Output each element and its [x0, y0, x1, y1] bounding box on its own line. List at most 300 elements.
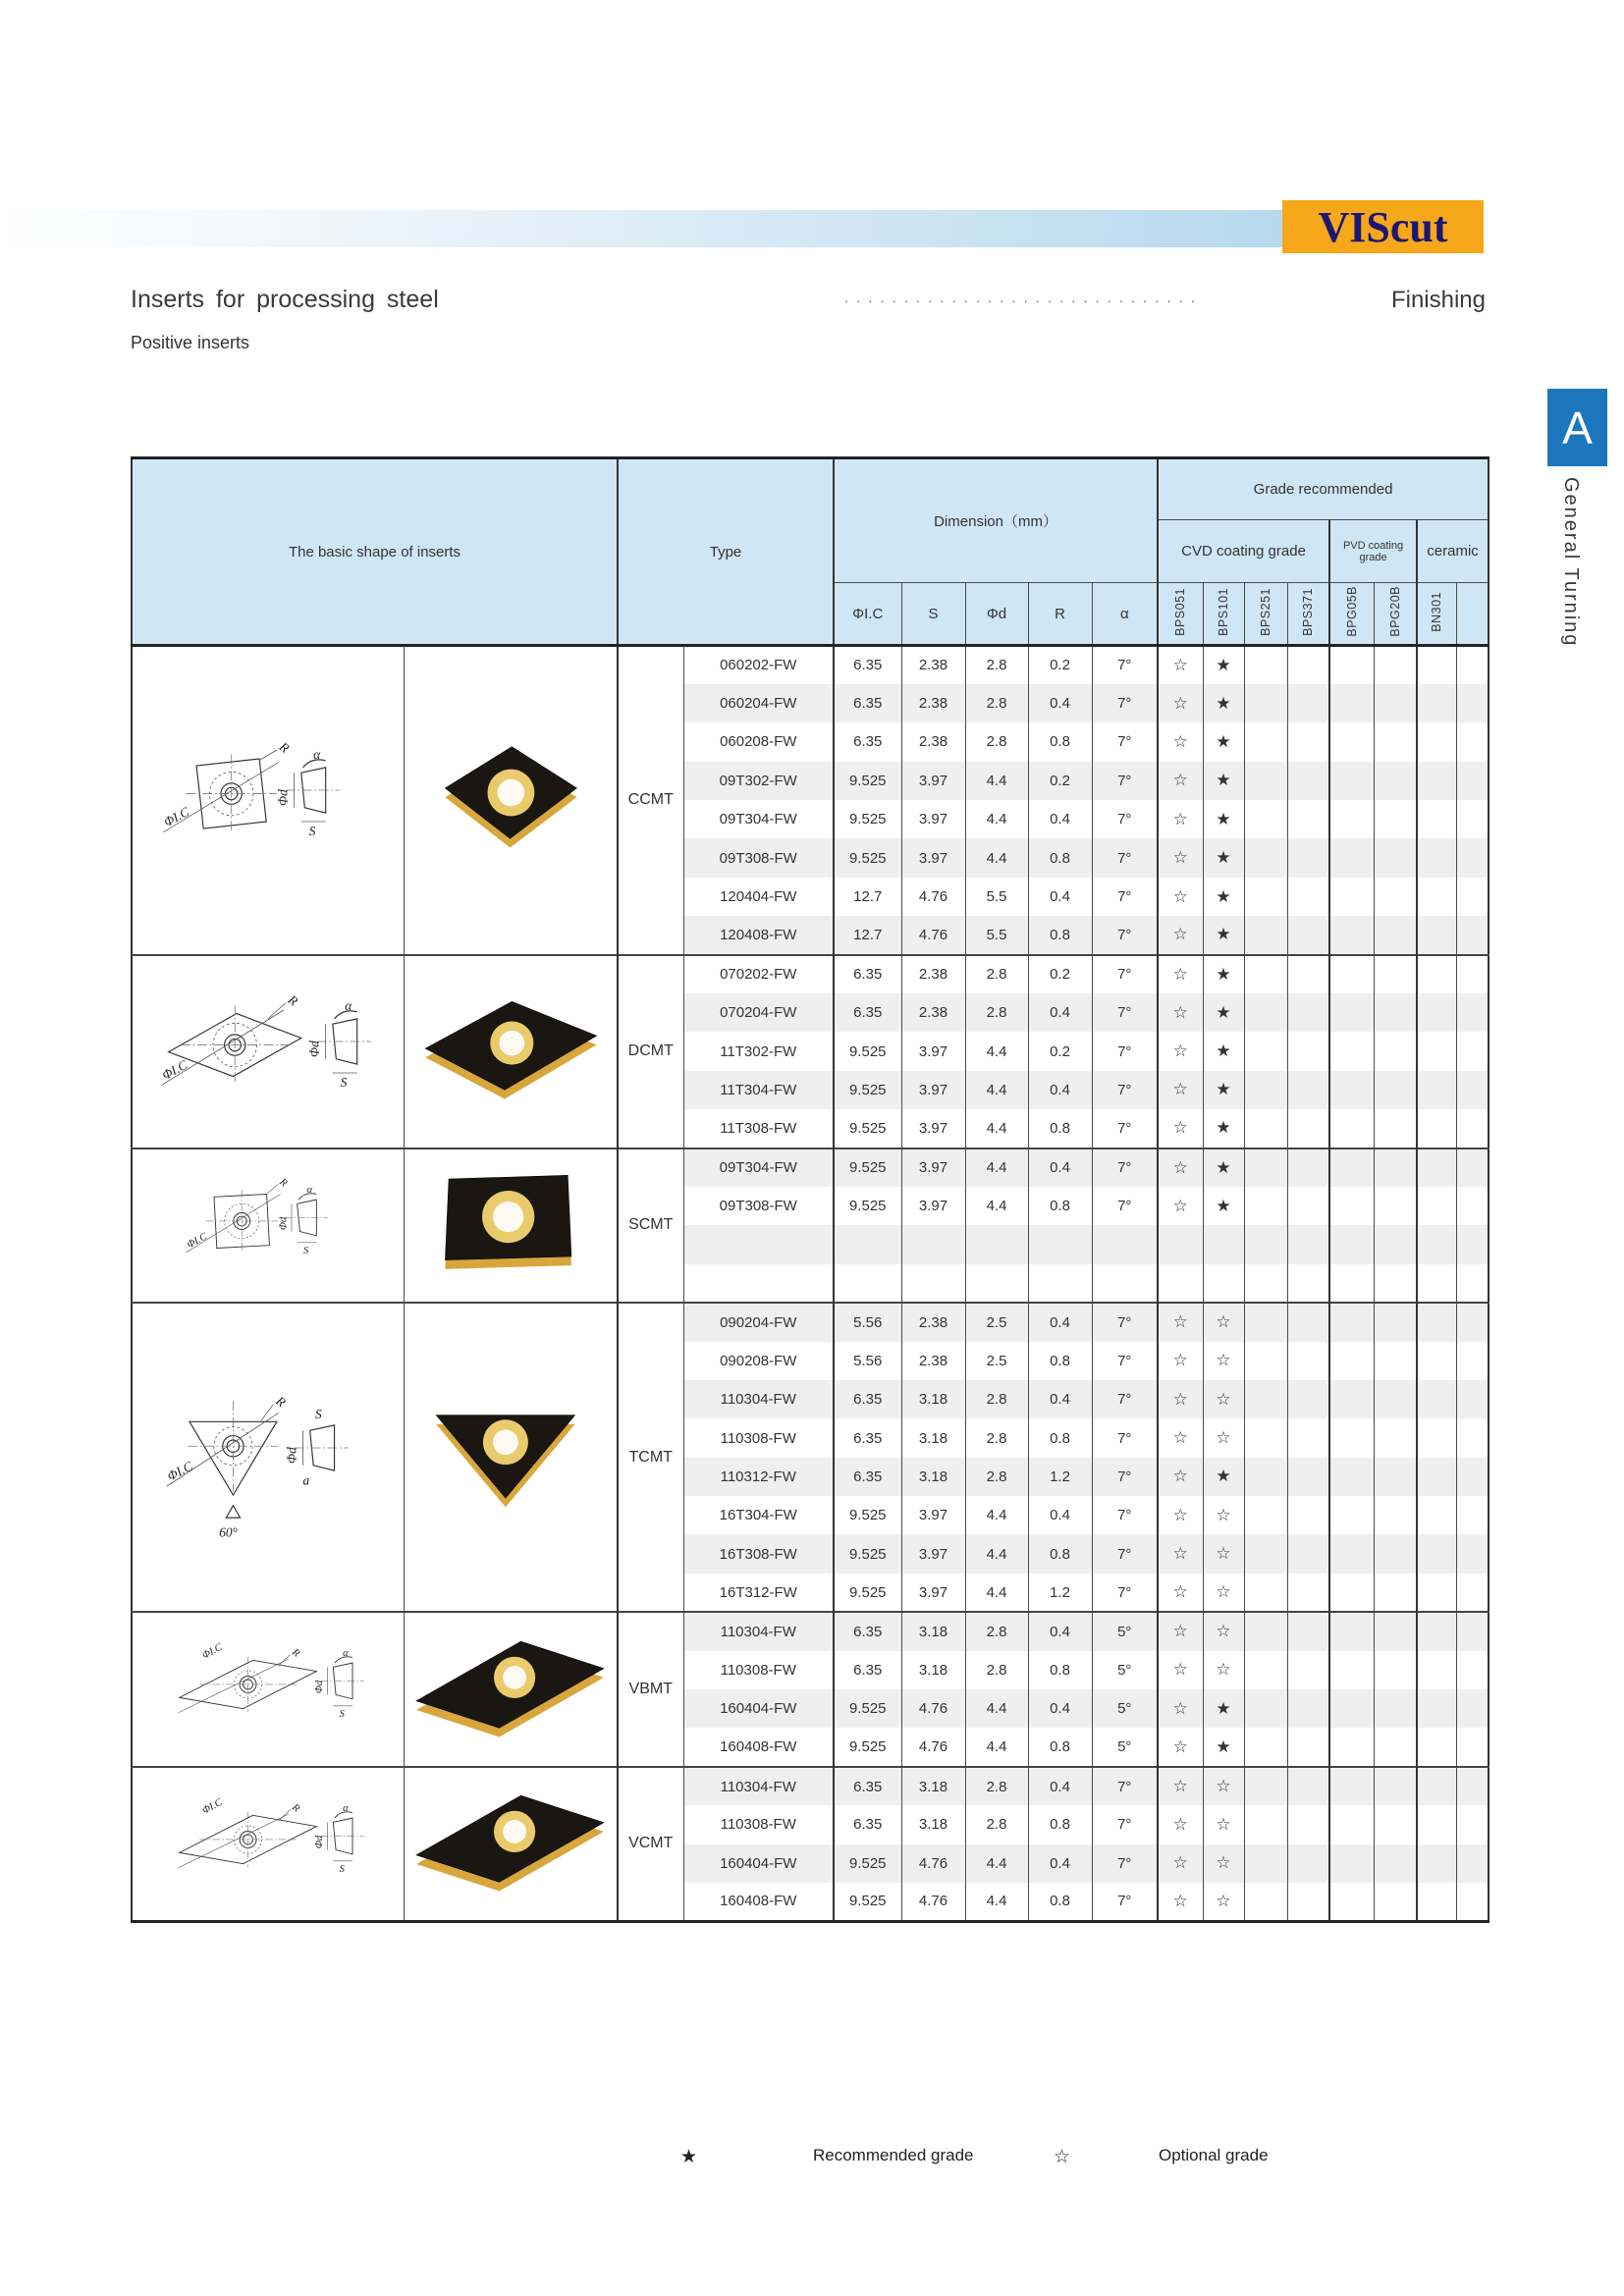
dim-r-cell: 1.2: [1028, 1458, 1092, 1496]
grade-mark-cell: [1417, 1767, 1456, 1805]
dim-alpha-cell: 7°: [1092, 762, 1158, 800]
order-number-cell: 110304-FW: [683, 1767, 834, 1805]
order-number-cell: 09T308-FW: [683, 1187, 834, 1225]
grade-mark-cell: [1329, 878, 1374, 916]
grade-mark-cell: ☆: [1158, 722, 1203, 761]
grade-mark-cell: ★: [1203, 800, 1244, 838]
grade-mark-cell: [1456, 1109, 1489, 1148]
grade-mark-cell: [1287, 838, 1329, 877]
grade-mark-cell: [1329, 1303, 1374, 1341]
grade-mark-cell: [1456, 1728, 1489, 1766]
dim-ic-cell: 9.525: [834, 838, 901, 877]
grade-mark-cell: [1329, 838, 1374, 877]
dim-d-cell: 5.5: [965, 916, 1028, 954]
col-header-ic: ΦI.C: [834, 583, 901, 646]
dim-ic-cell: 9.525: [834, 1689, 901, 1728]
svg-text:R: R: [289, 1801, 301, 1815]
dim-d-cell: 4.4: [965, 800, 1028, 838]
grade-mark-cell: ☆: [1158, 1342, 1203, 1380]
dim-s-cell: 2.38: [901, 646, 965, 684]
grade-mark-cell: [1287, 1883, 1329, 1921]
dcmt-insert-photo: [409, 994, 611, 1104]
grade-mark-cell: [1417, 722, 1456, 761]
dim-d-cell: 4.4: [965, 762, 1028, 800]
grade-mark-cell: ☆: [1203, 1418, 1244, 1457]
dim-s-cell: 4.76: [901, 1844, 965, 1883]
order-number-cell: 110308-FW: [683, 1418, 834, 1457]
svg-text:R: R: [285, 991, 301, 1009]
grade-mark-cell: [1417, 1342, 1456, 1380]
order-number-cell: 09T304-FW: [683, 1148, 834, 1187]
grade-mark-cell: [1374, 838, 1417, 877]
dim-alpha-cell: 7°: [1092, 1574, 1158, 1612]
vcmt-insert-photo: [409, 1787, 611, 1896]
dim-d-cell: 2.8: [965, 1651, 1028, 1689]
grade-mark-cell: [1287, 1071, 1329, 1109]
order-number-cell: 09T308-FW: [683, 838, 834, 877]
dim-r-cell: 0.8: [1028, 1728, 1092, 1766]
dim-r-cell: 0.4: [1028, 1844, 1092, 1883]
grade-mark-cell: [1287, 878, 1329, 916]
dim-ic-cell: 6.35: [834, 955, 901, 993]
dim-s-cell: 3.97: [901, 1148, 965, 1187]
grade-mark-cell: [1456, 762, 1489, 800]
vbmt-insert-photo: [409, 1632, 611, 1742]
grade-mark-cell: [1417, 1651, 1456, 1689]
dim-r-cell: 0.2: [1028, 762, 1092, 800]
grade-mark-cell: [1329, 1767, 1374, 1805]
order-number-cell: 11T308-FW: [683, 1109, 834, 1148]
dim-d-cell: 4.4: [965, 1534, 1028, 1573]
grade-mark-cell: ☆: [1158, 1148, 1203, 1187]
diagram-cell: [132, 1303, 404, 1612]
dim-d-cell: 2.8: [965, 993, 1028, 1032]
col-header-bps371: BPS371: [1287, 583, 1329, 646]
dim-ic-cell: 9.525: [834, 800, 901, 838]
grade-mark-cell: ★: [1203, 762, 1244, 800]
recommended-grade-label: Recommended grade: [813, 2146, 974, 2164]
table-row: [132, 1612, 1489, 1650]
grade-mark-cell: [1456, 993, 1489, 1032]
photo-cell: [404, 1767, 618, 1922]
dim-d-cell: 4.4: [965, 1148, 1028, 1187]
grade-mark-cell: [1287, 1767, 1329, 1805]
grade-mark-cell: ☆: [1158, 1458, 1203, 1496]
grade-mark-cell: ☆: [1203, 1380, 1244, 1418]
grade-mark-cell: [1329, 955, 1374, 993]
dim-s-cell: 3.97: [901, 1574, 965, 1612]
dim-r-cell: 0.4: [1028, 800, 1092, 838]
dim-d-cell: 2.5: [965, 1342, 1028, 1380]
grade-mark-cell: [1456, 1303, 1489, 1341]
grade-mark-cell: [1417, 1689, 1456, 1728]
grade-mark-cell: ☆: [1158, 955, 1203, 993]
dim-d-cell: 4.4: [965, 1574, 1028, 1612]
vcmt-shape-drawing: [141, 1774, 395, 1911]
col-header-r: R: [1028, 583, 1092, 646]
grade-mark-cell: [1329, 1534, 1374, 1573]
grade-mark-cell: [1287, 684, 1329, 722]
grade-mark-cell: [1417, 684, 1456, 722]
grade-mark-cell: [1374, 1651, 1417, 1689]
grade-mark-cell: [1287, 1651, 1329, 1689]
dim-s-cell: 2.38: [901, 993, 965, 1032]
grade-mark-cell: [1456, 1418, 1489, 1457]
grade-mark-cell: [1374, 1225, 1417, 1263]
grade-mark-cell: [1417, 955, 1456, 993]
grade-mark-cell: ★: [1203, 1728, 1244, 1766]
svg-text:ΦI.C: ΦI.C: [161, 804, 191, 830]
grade-mark-cell: [1244, 762, 1287, 800]
svg-text:R: R: [289, 1647, 301, 1660]
grade-mark-cell: [1244, 1264, 1287, 1303]
grade-mark-cell: [1456, 1187, 1489, 1225]
dim-r-cell: 0.8: [1028, 1534, 1092, 1573]
dim-ic-cell: 5.56: [834, 1342, 901, 1380]
grade-mark-cell: [1374, 1303, 1417, 1341]
svg-text:S: S: [302, 1245, 308, 1256]
dim-d-cell: 2.8: [965, 1612, 1028, 1650]
scmt-shape-drawing: [141, 1155, 395, 1293]
dim-ic-cell: 6.35: [834, 1458, 901, 1496]
dim-d-cell: 4.4: [965, 1689, 1028, 1728]
dim-alpha-cell: 7°: [1092, 722, 1158, 761]
grade-mark-cell: [1417, 1380, 1456, 1418]
order-number-cell: [683, 1225, 834, 1263]
grade-mark-cell: [1329, 646, 1374, 684]
dim-ic-cell: 9.525: [834, 1187, 901, 1225]
grade-mark-cell: [1374, 1612, 1417, 1650]
brand-logo: VIScut: [1282, 200, 1484, 253]
dim-d-cell: 4.4: [965, 1844, 1028, 1883]
table-row: [132, 1767, 1489, 1805]
dim-r-cell: 0.8: [1028, 1805, 1092, 1843]
dim-s-cell: 3.18: [901, 1458, 965, 1496]
grade-mark-cell: ★: [1203, 1458, 1244, 1496]
dim-d-cell: 4.4: [965, 838, 1028, 877]
grade-mark-cell: [1244, 1844, 1287, 1883]
grade-mark-cell: [1329, 1225, 1374, 1263]
grade-mark-cell: [1244, 916, 1287, 954]
ccmt-insert-photo: [409, 743, 611, 853]
order-number-cell: 060202-FW: [683, 646, 834, 684]
col-header-bpg20b: BPG20B: [1374, 583, 1417, 646]
grade-mark-cell: [1329, 1612, 1374, 1650]
dim-ic-cell: 6.35: [834, 1380, 901, 1418]
col-header-s: S: [901, 583, 965, 646]
dim-s-cell: 3.97: [901, 1187, 965, 1225]
grade-mark-cell: [1456, 1805, 1489, 1843]
grade-mark-cell: ☆: [1158, 1767, 1203, 1805]
dim-ic-cell: 9.525: [834, 1109, 901, 1148]
grade-mark-cell: ★: [1203, 916, 1244, 954]
grade-mark-cell: [1329, 1574, 1374, 1612]
dim-ic-cell: 6.35: [834, 722, 901, 761]
grade-mark-cell: [1456, 1844, 1489, 1883]
type-cell: TCMT: [618, 1303, 683, 1612]
type-cell: DCMT: [618, 955, 683, 1148]
dcmt-shape-drawing: [141, 963, 395, 1136]
grade-mark-cell: ★: [1203, 955, 1244, 993]
col-header-empty: [1456, 583, 1489, 646]
grade-mark-cell: [1158, 1264, 1203, 1303]
grade-mark-cell: [1456, 1032, 1489, 1070]
grade-mark-cell: [1287, 1225, 1329, 1263]
dim-ic-cell: 5.56: [834, 1303, 901, 1341]
grade-mark-cell: ☆: [1203, 1651, 1244, 1689]
photo-cell: [404, 1148, 618, 1304]
dim-ic-cell: 12.7: [834, 878, 901, 916]
grade-mark-cell: [1417, 800, 1456, 838]
grade-mark-cell: [1329, 762, 1374, 800]
grade-mark-cell: ☆: [1158, 800, 1203, 838]
dim-alpha-cell: 7°: [1092, 684, 1158, 722]
grade-mark-cell: ☆: [1158, 1689, 1203, 1728]
grade-mark-cell: [1456, 1225, 1489, 1263]
grade-mark-cell: [1329, 1187, 1374, 1225]
dim-d-cell: 4.4: [965, 1071, 1028, 1109]
grade-mark-cell: [1329, 1418, 1374, 1457]
order-number-cell: 160404-FW: [683, 1844, 834, 1883]
grade-mark-cell: ☆: [1158, 1303, 1203, 1341]
grade-mark-cell: [1287, 993, 1329, 1032]
grade-mark-cell: [1329, 1844, 1374, 1883]
grade-mark-cell: [1329, 916, 1374, 954]
grade-mark-cell: [1329, 1342, 1374, 1380]
grade-mark-cell: ☆: [1158, 1496, 1203, 1534]
col-header-pvd: PVD coating grade: [1329, 520, 1417, 583]
grade-mark-cell: ☆: [1158, 878, 1203, 916]
dim-r-cell: 0.4: [1028, 878, 1092, 916]
grade-mark-cell: [1244, 1805, 1287, 1843]
grade-mark-cell: [1244, 955, 1287, 993]
grade-mark-cell: ☆: [1203, 1496, 1244, 1534]
grade-mark-cell: [1374, 646, 1417, 684]
dim-s-cell: 2.38: [901, 955, 965, 993]
grade-mark-cell: [1244, 1883, 1287, 1921]
dim-ic-cell: 9.525: [834, 1534, 901, 1573]
grade-mark-cell: [1456, 800, 1489, 838]
order-number-cell: 090204-FW: [683, 1303, 834, 1341]
grade-mark-cell: [1244, 1612, 1287, 1650]
grade-mark-cell: [1456, 1651, 1489, 1689]
dim-ic-cell: 9.525: [834, 1574, 901, 1612]
dim-alpha-cell: 7°: [1092, 1342, 1158, 1380]
grade-mark-cell: [1203, 1225, 1244, 1263]
grade-mark-cell: [1417, 916, 1456, 954]
dim-s-cell: 4.76: [901, 878, 965, 916]
dim-r-cell: 0.4: [1028, 1496, 1092, 1534]
grade-mark-cell: [1329, 1264, 1374, 1303]
grade-mark-cell: ☆: [1158, 762, 1203, 800]
dim-d-cell: 2.8: [965, 1418, 1028, 1457]
grade-mark-cell: [1287, 646, 1329, 684]
grade-mark-cell: [1244, 838, 1287, 877]
svg-text:S: S: [308, 824, 316, 839]
grade-mark-cell: [1244, 684, 1287, 722]
grade-mark-cell: [1244, 1303, 1287, 1341]
order-number-cell: 070202-FW: [683, 955, 834, 993]
dim-ic-cell: [834, 1264, 901, 1303]
order-number-cell: 120404-FW: [683, 878, 834, 916]
dim-r-cell: 0.4: [1028, 684, 1092, 722]
grade-mark-cell: ☆: [1158, 916, 1203, 954]
grade-mark-cell: [1329, 1728, 1374, 1766]
dim-s-cell: 2.38: [901, 1303, 965, 1341]
dim-s-cell: 3.97: [901, 1071, 965, 1109]
dim-r-cell: 0.8: [1028, 1883, 1092, 1921]
grade-mark-cell: [1374, 1574, 1417, 1612]
dim-s-cell: [901, 1225, 965, 1263]
dim-alpha-cell: 7°: [1092, 800, 1158, 838]
grade-mark-cell: [1456, 1767, 1489, 1805]
dim-d-cell: 5.5: [965, 878, 1028, 916]
col-header-bpg05b: BPG05B: [1329, 583, 1374, 646]
dim-d-cell: 2.8: [965, 722, 1028, 761]
dim-r-cell: 0.4: [1028, 1380, 1092, 1418]
dim-alpha-cell: 5°: [1092, 1651, 1158, 1689]
grade-mark-cell: [1287, 1805, 1329, 1843]
dim-ic-cell: 6.35: [834, 1612, 901, 1650]
dim-ic-cell: 9.525: [834, 1496, 901, 1534]
dim-r-cell: 0.2: [1028, 955, 1092, 993]
photo-cell: [404, 955, 618, 1148]
grade-mark-cell: [1329, 1148, 1374, 1187]
order-number-cell: 110308-FW: [683, 1651, 834, 1689]
grade-mark-cell: [1456, 1689, 1489, 1728]
grade-mark-cell: [1456, 684, 1489, 722]
grade-mark-cell: [1374, 800, 1417, 838]
dim-alpha-cell: 7°: [1092, 646, 1158, 684]
svg-text:S: S: [339, 1863, 345, 1875]
grade-mark-cell: [1329, 1032, 1374, 1070]
type-cell: SCMT: [618, 1148, 683, 1304]
grade-mark-cell: [1158, 1225, 1203, 1263]
grade-mark-cell: ★: [1203, 1032, 1244, 1070]
grade-mark-cell: [1417, 762, 1456, 800]
grade-mark-cell: [1287, 1264, 1329, 1303]
vbmt-shape-drawing: [141, 1619, 395, 1756]
dim-d-cell: [965, 1225, 1028, 1263]
grade-mark-cell: [1456, 1534, 1489, 1573]
grade-mark-cell: [1244, 646, 1287, 684]
dim-alpha-cell: 7°: [1092, 1844, 1158, 1883]
dim-ic-cell: 9.525: [834, 1071, 901, 1109]
photo-cell: [404, 1612, 618, 1767]
grade-mark-cell: [1244, 1032, 1287, 1070]
grade-mark-cell: [1287, 1844, 1329, 1883]
grade-mark-cell: [1329, 800, 1374, 838]
dim-r-cell: 0.4: [1028, 1612, 1092, 1650]
grade-mark-cell: ★: [1203, 1148, 1244, 1187]
grade-mark-cell: [1287, 1418, 1329, 1457]
dim-s-cell: 3.18: [901, 1805, 965, 1843]
grade-mark-cell: [1417, 1844, 1456, 1883]
grade-mark-cell: ★: [1203, 1187, 1244, 1225]
grade-mark-cell: [1244, 1574, 1287, 1612]
dim-r-cell: 0.8: [1028, 722, 1092, 761]
grade-mark-cell: [1374, 722, 1417, 761]
order-number-cell: 09T304-FW: [683, 800, 834, 838]
col-header-bps101: BPS101: [1203, 583, 1244, 646]
svg-text:a: a: [302, 1472, 309, 1488]
grade-mark-cell: [1417, 838, 1456, 877]
grade-mark-cell: [1244, 1380, 1287, 1418]
dim-alpha-cell: 7°: [1092, 1303, 1158, 1341]
grade-mark-cell: [1374, 684, 1417, 722]
dim-alpha-cell: 7°: [1092, 993, 1158, 1032]
grade-mark-cell: [1456, 1574, 1489, 1612]
dim-r-cell: 0.4: [1028, 993, 1092, 1032]
grade-mark-cell: [1417, 1458, 1456, 1496]
grade-mark-cell: [1456, 1496, 1489, 1534]
grade-mark-cell: ★: [1203, 878, 1244, 916]
grade-mark-cell: [1456, 916, 1489, 954]
recommended-star-icon: ★: [680, 2147, 698, 2167]
optional-star-icon: ☆: [1054, 2147, 1071, 2167]
dim-alpha-cell: 7°: [1092, 1148, 1158, 1187]
dim-d-cell: 2.8: [965, 684, 1028, 722]
grade-mark-cell: [1374, 1187, 1417, 1225]
col-header-cvd: CVD coating grade: [1158, 520, 1329, 583]
page-title: Inserts for processing steel: [131, 286, 439, 313]
dim-s-cell: 3.97: [901, 1534, 965, 1573]
tcmt-insert-photo: [409, 1401, 611, 1511]
type-cell: VBMT: [618, 1612, 683, 1767]
grade-mark-cell: ☆: [1158, 993, 1203, 1032]
dim-s-cell: 2.38: [901, 722, 965, 761]
grade-mark-cell: [1287, 800, 1329, 838]
grade-mark-cell: ☆: [1158, 1612, 1203, 1650]
order-number-cell: 090208-FW: [683, 1342, 834, 1380]
grade-mark-cell: [1417, 646, 1456, 684]
grade-mark-cell: [1329, 722, 1374, 761]
grade-mark-cell: [1456, 1458, 1489, 1496]
dots-leader: ..............................: [844, 290, 1204, 306]
grade-mark-cell: [1329, 1651, 1374, 1689]
dim-s-cell: 3.97: [901, 762, 965, 800]
grade-mark-cell: [1374, 916, 1417, 954]
col-header-type: Type: [618, 458, 834, 646]
dim-s-cell: 3.18: [901, 1418, 965, 1457]
grade-mark-cell: ★: [1203, 1109, 1244, 1148]
dim-r-cell: 0.8: [1028, 1109, 1092, 1148]
dim-s-cell: 3.18: [901, 1651, 965, 1689]
svg-text:S: S: [314, 1406, 322, 1421]
dim-r-cell: 0.2: [1028, 646, 1092, 684]
grade-mark-cell: [1244, 1728, 1287, 1766]
col-header-ceramic: ceramic: [1417, 520, 1489, 583]
dim-ic-cell: 6.35: [834, 684, 901, 722]
dim-alpha-cell: 7°: [1092, 1767, 1158, 1805]
dim-s-cell: [901, 1264, 965, 1303]
grade-mark-cell: [1287, 1534, 1329, 1573]
grade-mark-cell: [1456, 1264, 1489, 1303]
dim-ic-cell: 6.35: [834, 1767, 901, 1805]
grade-mark-cell: [1374, 1032, 1417, 1070]
dim-d-cell: 4.4: [965, 1109, 1028, 1148]
grade-mark-cell: ☆: [1158, 1187, 1203, 1225]
svg-text:Φd: Φd: [275, 789, 291, 807]
grade-mark-cell: [1374, 1148, 1417, 1187]
dim-alpha-cell: 7°: [1092, 1109, 1158, 1148]
dim-ic-cell: 9.525: [834, 1032, 901, 1070]
grade-mark-cell: [1287, 1380, 1329, 1418]
grade-mark-cell: [1374, 1380, 1417, 1418]
grade-mark-cell: ☆: [1203, 1805, 1244, 1843]
grade-mark-cell: [1417, 1418, 1456, 1457]
svg-text:R: R: [276, 739, 293, 757]
